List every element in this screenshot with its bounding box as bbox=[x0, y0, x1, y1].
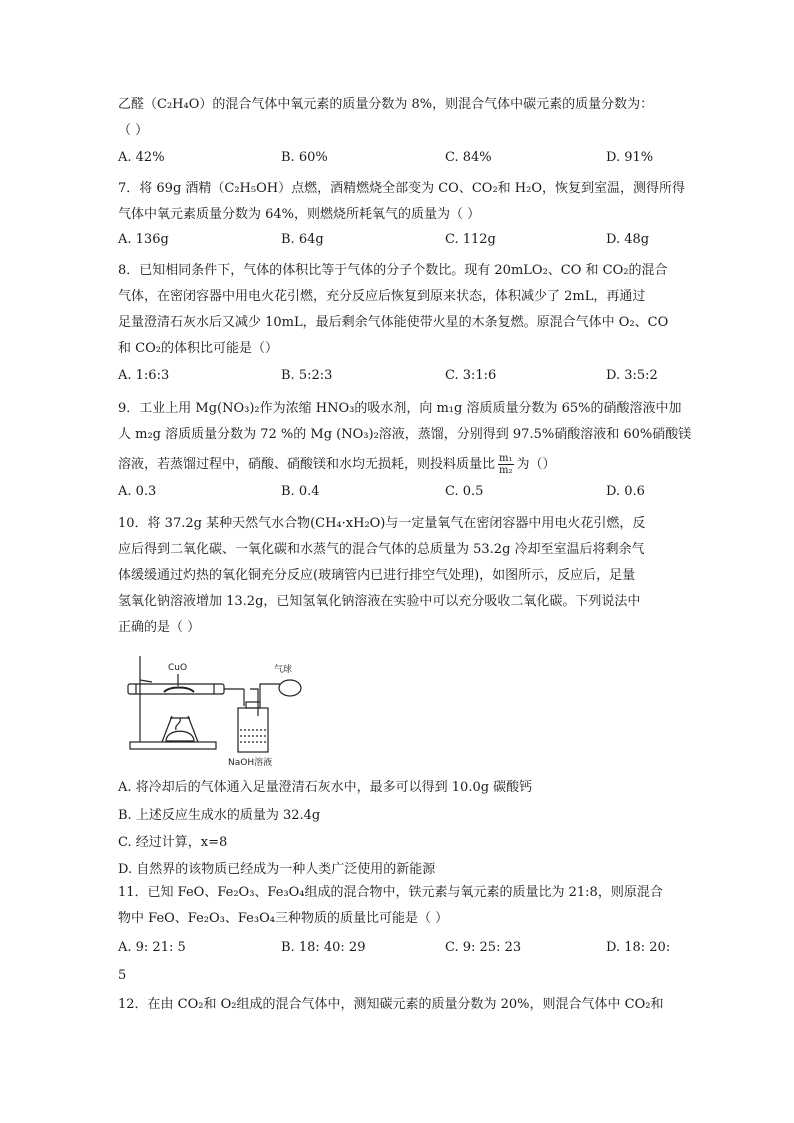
q8-line-2: 气体，在密闭容器中用电火花引燃，充分反应后恢复到原来状态，体积减少了 2mL，再通过 bbox=[118, 289, 646, 304]
fraction-denominator: m₂ bbox=[499, 465, 513, 476]
question-7 bbox=[118, 176, 685, 228]
naoh-label: NaOH溶液 bbox=[228, 758, 273, 768]
q8-line-1: 8．已知相同条件下，气体的体积比等于气体的分子个数比。现有 20mLO₂、CO 和 CO₂的混合 bbox=[118, 263, 668, 278]
q9-option-c[interactable]: C. 0.5 bbox=[445, 484, 484, 499]
balloon-label: 气球 bbox=[274, 665, 293, 675]
q11-option-d-wrap: 5 bbox=[118, 968, 127, 983]
q7-line-2: 气体中氧元素质量分数为 64%，则燃烧所耗氧气的质量为（ ） bbox=[118, 207, 481, 222]
q6-line-1: 乙醛（C₂H₄O）的混合气体中氧元素的质量分数为 8%，则混合气体中碳元素的质量分数为： bbox=[118, 97, 654, 112]
q7-option-c[interactable]: C. 112g bbox=[445, 232, 496, 247]
mass-ratio-fraction bbox=[498, 453, 514, 476]
q8-options bbox=[118, 368, 678, 392]
question-12 bbox=[118, 992, 678, 1018]
cuo-label: CuO bbox=[168, 663, 188, 673]
question-10 bbox=[118, 511, 678, 641]
q10-line-5: 正确的是（ ） bbox=[118, 620, 201, 635]
q10-line-2: 应后得到二氧化碳、一氧化碳和水蒸气的混合气体的总质量为 53.2g 冷却至室温后将剩余气 bbox=[118, 542, 645, 557]
q7-option-a[interactable]: A. 136g bbox=[118, 232, 169, 247]
q11-option-a[interactable]: A. 9: 21: 5 bbox=[118, 940, 186, 955]
q9-line-2: 人 m₂g 溶质质量分数为 72 %的 Mg (NO₃)₂溶液，蒸馏，分别得到 97.5%硝酸溶液和 60%硝酸镁 bbox=[118, 427, 692, 442]
fraction-numerator: m₁ bbox=[499, 453, 513, 464]
q7-options bbox=[118, 232, 678, 256]
q6-option-c[interactable]: C. 84% bbox=[445, 150, 492, 165]
q9-line-3 bbox=[118, 448, 678, 482]
q6-option-d[interactable]: D. 91% bbox=[606, 150, 654, 165]
question-9 bbox=[118, 396, 692, 482]
q11-line-2: 物中 FeO、Fe₂O₃、Fe₃O₄三种物质的质量比可能是（ ） bbox=[118, 911, 449, 926]
q8-option-d[interactable]: D. 3:5:2 bbox=[606, 368, 658, 383]
alcohol-lamp bbox=[166, 731, 194, 741]
q11-option-c[interactable]: C. 9: 25: 23 bbox=[445, 940, 522, 955]
q12-line-1: 12．在由 CO₂和 O₂组成的混合气体中，测知碳元素的质量分数为 20%，则混合气体中 CO₂和 bbox=[118, 997, 664, 1012]
q9-line-1: 9．工业上用 Mg(NO₃)₂作为浓缩 HNO₃的吸水剂，向 m₁g 溶质质量分数为 65%的硝酸溶液中加 bbox=[118, 401, 682, 416]
apparatus-figure bbox=[122, 646, 322, 768]
q10-option-b[interactable]: B. 上述反应生成水的质量为 32.4g bbox=[118, 808, 321, 823]
q8-option-a[interactable]: A. 1:6:3 bbox=[118, 368, 170, 383]
q10-line-4: 氢氧化钠溶液增加 13.2g，已知氢氧化钠溶液在实验中可以充分吸收二氧化碳。下列说法中 bbox=[118, 594, 641, 609]
q11-options bbox=[118, 940, 678, 964]
stand-clamp bbox=[140, 680, 152, 682]
q10-option-c[interactable]: C. 经过计算，x=8 bbox=[118, 835, 228, 850]
q11-option-d[interactable]: D. 18: 20: bbox=[606, 940, 671, 955]
q9-options bbox=[118, 484, 678, 508]
question-11 bbox=[118, 880, 678, 932]
q10-line-3: 体缓缓通过灼热的氧化铜充分反应(玻璃管内已进行排空气处理)，如图所示，反应后，足量 bbox=[118, 568, 636, 583]
q9-option-b[interactable]: B. 0.4 bbox=[281, 484, 320, 499]
q9-option-a[interactable]: A. 0.3 bbox=[118, 484, 157, 499]
lamp-flame bbox=[176, 718, 181, 730]
q10-option-d[interactable]: D. 自然界的该物质已经成为一种人类广泛使用的新能源 bbox=[118, 862, 436, 877]
q9-line-3-post: 为（） bbox=[516, 457, 556, 472]
q6-options bbox=[118, 150, 678, 174]
q9-option-d[interactable]: D. 0.6 bbox=[606, 484, 645, 499]
q10-option-a[interactable]: A. 将冷却后的气体通入足量澄清石灰水中，最多可以得到 10.0g 碳酸钙 bbox=[118, 780, 533, 795]
q8-line-3: 足量澄清石灰水后又减少 10mL，最后剩余气体能使带火星的木条复燃。原混合气体中 O₂、CO bbox=[118, 315, 669, 330]
stand-base bbox=[130, 742, 216, 749]
q8-line-4: 和 CO₂的体积比可能是（） bbox=[118, 341, 278, 356]
balloon bbox=[279, 680, 301, 696]
question-6-tail bbox=[118, 92, 678, 144]
q6-line-2: （ ） bbox=[118, 123, 149, 138]
q9-line-3-pre: 溶液，若蒸馏过程中，硝酸、硝酸镁和水均无损耗，则投料质量比 bbox=[118, 457, 496, 472]
q7-option-b[interactable]: B. 64g bbox=[281, 232, 324, 247]
q6-option-a[interactable]: A. 42% bbox=[118, 150, 165, 165]
q10-line-1: 10．将 37.2g 某种天然气水合物(CH₄·xH₂O)与一定量氧气在密闭容器中用电火花引燃，反 bbox=[118, 516, 646, 531]
q7-line-1: 7．将 69g 酒精（C₂H₅OH）点燃，酒精燃烧全部变为 CO、CO₂和 H₂O，恢复到室温，测得所得 bbox=[118, 181, 685, 196]
q8-option-c[interactable]: C. 3:1:6 bbox=[445, 368, 497, 383]
glass-tube bbox=[128, 684, 224, 694]
q11-option-b[interactable]: B. 18: 40: 29 bbox=[281, 940, 366, 955]
q11-line-1: 11．已知 FeO、Fe₂O₃、Fe₃O₄组成的混合物中，铁元素与氧元素的质量比为 21:8，则原混合 bbox=[118, 885, 663, 900]
question-8 bbox=[118, 258, 678, 362]
q6-option-b[interactable]: B. 60% bbox=[281, 150, 328, 165]
cuo-powder bbox=[164, 688, 194, 693]
q8-option-b[interactable]: B. 5:2:3 bbox=[281, 368, 333, 383]
q7-option-d[interactable]: D. 48g bbox=[606, 232, 650, 247]
